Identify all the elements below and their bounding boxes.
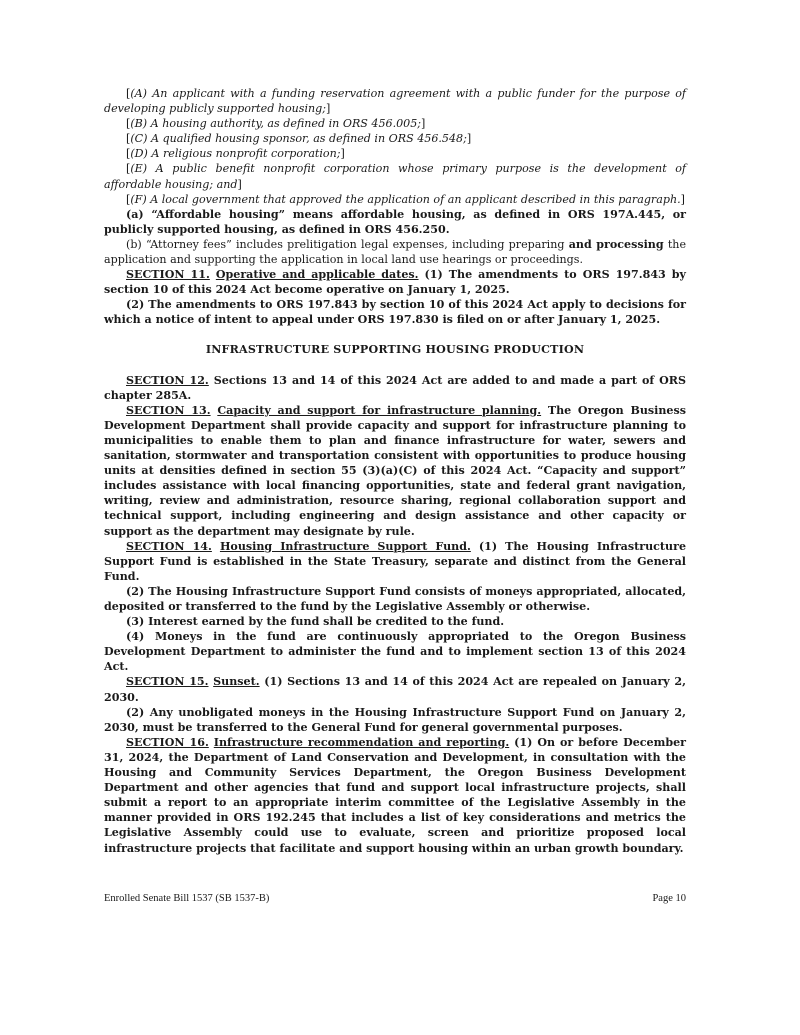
paragraph-f: [(F) A local government that approved the application of an applicant described in this paragraph.]	[126, 192, 685, 206]
section-14-subsection-3: (3) Interest earned by the fund shall be credited to the fund.	[126, 615, 505, 629]
paragraph-b: [(B) A housing authority, as defined in ORS 456.005;]	[126, 117, 426, 131]
section-14: SECTION 14. Housing Infrastructure Support Fund. (1) The Housing Infrastructure Support Fund is established in the State Treasury, separate and distinct from the General Fund.	[104, 539, 687, 583]
bill-identifier: Enrolled Senate Bill 1537 (SB 1537-B)	[104, 893, 270, 904]
paragraph-e: [(E) A public benefit nonprofit corporation whose primary purpose is the development of affordable housing; and]	[104, 162, 687, 191]
section-number: SECTION 15.	[126, 675, 209, 689]
section-heading: INFRASTRUCTURE SUPPORTING HOUSING PRODUCTION	[205, 342, 585, 356]
section-14-subsection-4: (4) Moneys in the fund are continuously appropriated to the Oregon Business Development Department to administer the fund and to implement section 13 of this 2024 Act.	[104, 630, 686, 674]
section-title: Operative and applicable dates.	[215, 268, 419, 282]
section-title: Housing Infrastructure Support Fund.	[219, 539, 471, 553]
section-title: Sunset.	[213, 675, 260, 689]
section-title: Infrastructure recommendation and reporting.	[213, 735, 510, 749]
section-number: SECTION 12.	[126, 373, 209, 387]
document-page	[104, 86, 686, 856]
section-15-subsection-2: (2) Any unobligated moneys in the Housing Infrastructure Support Fund on January 2, 2030, must be transferred to the General Fund for general governmental purposes.	[104, 705, 686, 734]
affordable-housing-definition: (a) “Affordable housing” means affordable housing, as defined in ORS 197A.445, or publicly supported housing, as defined in ORS 456.250.	[104, 207, 686, 236]
section-number: SECTION 14.	[126, 539, 212, 553]
section-11-subsection-2: (2) The amendments to ORS 197.843 by section 10 of this 2024 Act apply to decisions for which a notice of intent to appeal under ORS 197.830 is filed on or after January 1, 2025.	[104, 298, 686, 327]
section-14-subsection-2: (2) The Housing Infrastructure Support Fund consists of moneys appropriated, allocated, deposited or transferred to the fund by the Legislative Assembly or otherwise.	[104, 584, 686, 613]
section-title: Capacity and support for infrastructure planning.	[217, 403, 542, 417]
section-number: SECTION 16.	[126, 735, 209, 749]
attorney-fees-definition: (b) “Attorney fees” includes prelitigation legal expenses, including preparing and processing the application and supporting the application in local land use hearings or proceedings.	[104, 237, 687, 267]
section-12: SECTION 12. Sections 13 and 14 of this 2024 Act are added to and made a part of ORS chapter 285A.	[104, 373, 686, 402]
paragraph-a: [(A) An applicant with a funding reservation agreement with a public funder for the purpose of developing publicly supported housing;]	[104, 87, 686, 116]
section-16: SECTION 16. Infrastructure recommendation and reporting. (1) On or before December 31, 2024, the Department of Land Conservation and Development, in consultation with the Housing and Community Services Department, the Oregon Business Development Department and other agencies that fund and support local infrastructure projects, shall submit a report to an appropriate interim committee of the Legislative Assembly in the manner provided in ORS 192.245 that includes a list of key considerations and metrics the Legislative Assembly could use to evaluate, screen and prioritize proposed local infrastructure projects that facilitate and support housing within an urban growth boundary.	[104, 735, 686, 855]
paragraph-d: [(D) A religious nonprofit corporation;]	[126, 147, 345, 161]
section-number: SECTION 13.	[126, 403, 211, 417]
section-15: SECTION 15. Sunset. (1) Sections 13 and 14 of this 2024 Act are repealed on January 2, 2030.	[104, 675, 686, 704]
section-number: SECTION 11.	[126, 268, 210, 282]
section-13: SECTION 13. Capacity and support for infrastructure planning. The Oregon Business Development Department shall provide capacity and support for infrastructure planning to municipalities to enable them to plan and finance infrastructure for water, sewers and sanitation, stormwater and transportation consistent with opportunities to produce housing units at densities defined in section 55 (3)(a)(C) of this 2024 Act. “Capacity and support” includes assistance with local financing opportunities, state and federal grant navigation, writing, review and administration, resource sharing, regional collaboration support and technical support, including engineering and design assistance and other capacity or support as the department may designate by rule.	[104, 403, 686, 538]
paragraph-c: [(C) A qualified housing sponsor, as defined in ORS 456.548;]	[126, 132, 472, 146]
section-11: SECTION 11. Operative and applicable dates. (1) The amendments to ORS 197.843 by section 10 of this 2024 Act become operative on January 1, 2025.	[104, 268, 686, 297]
page-number: Page 10	[652, 893, 686, 904]
